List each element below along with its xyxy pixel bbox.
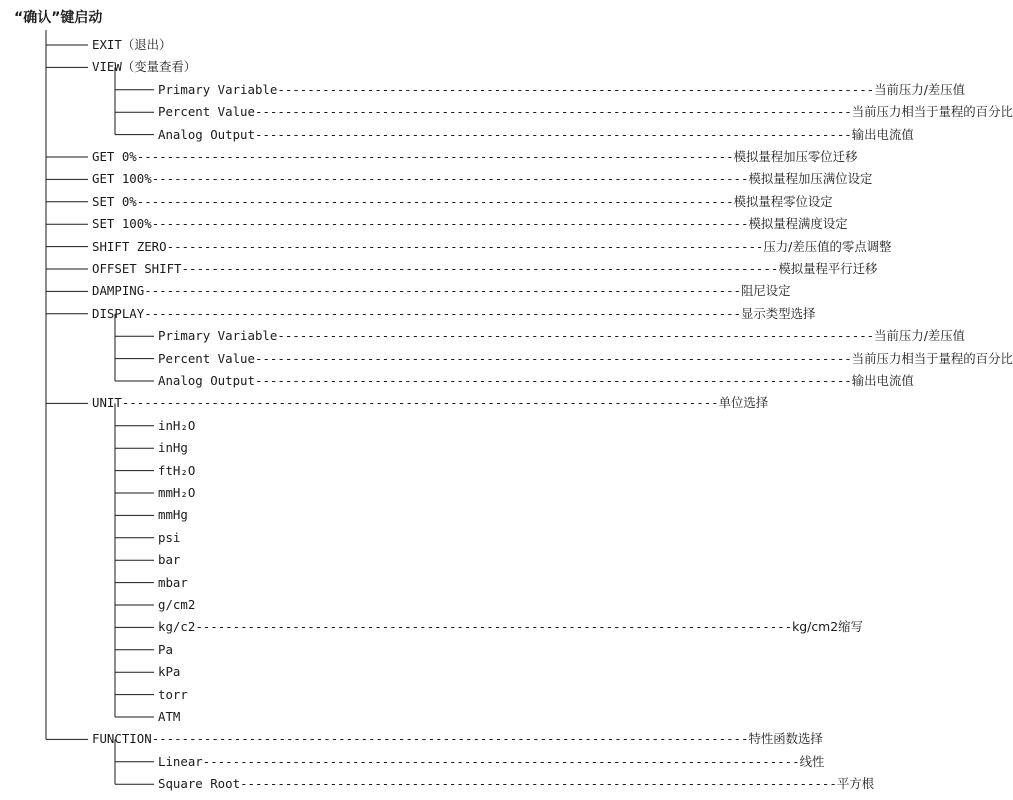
menu-item — [92, 394, 769, 412]
item-label: Primary Variable — [158, 328, 278, 344]
item-label: inH₂O — [158, 417, 196, 433]
item-label: ATM — [158, 709, 181, 724]
leader-dashes: -------------------------------------------------------------------------------- — [277, 328, 875, 344]
leader-dashes: -------------------------------------------------------------------------------- — [254, 126, 852, 142]
item-label: Percent Value — [158, 104, 255, 120]
item-description: 线性 — [799, 753, 825, 769]
submenu-item — [158, 372, 914, 390]
item-label: DAMPING — [92, 283, 145, 299]
leader-dashes: -------------------------------------------------------------------------------- — [195, 619, 793, 635]
submenu-item — [158, 529, 180, 547]
item-label: inHg — [158, 440, 188, 456]
menu-item — [92, 170, 873, 188]
item-label: g/cm2 — [158, 597, 196, 612]
submenu-item — [158, 417, 195, 435]
item-label: SHIFT ZERO — [92, 238, 167, 254]
menu-item — [92, 305, 816, 323]
menu-item — [92, 148, 858, 166]
item-label: Square Root — [158, 776, 241, 792]
item-label: Pa — [158, 641, 173, 657]
leader-dashes: -------------------------------------------------------------------------------- — [254, 104, 852, 120]
leader-dashes: -------------------------------------------------------------------------------- — [254, 350, 852, 366]
item-label: Linear — [158, 753, 203, 769]
submenu-item — [158, 350, 1013, 368]
item-label: UNIT — [92, 395, 122, 411]
item-description: 压力/差压值的零点调整 — [763, 238, 892, 254]
submenu-item — [158, 484, 195, 502]
submenu-item — [158, 663, 180, 681]
submenu-item — [158, 81, 966, 99]
submenu-item — [158, 327, 966, 345]
leader-dashes: -------------------------------------------------------------------------------- — [136, 193, 734, 209]
submenu-item — [158, 126, 914, 144]
item-description: 单位选择 — [718, 395, 769, 411]
item-description: 显示类型选择 — [741, 305, 816, 321]
menu-item — [92, 58, 196, 76]
leader-dashes: -------------------------------------------------------------------------------- — [277, 81, 875, 97]
submenu-item — [158, 596, 195, 614]
menu-item — [92, 238, 892, 256]
menu-item — [92, 36, 171, 54]
item-label: Percent Value — [158, 350, 255, 366]
submenu-item — [158, 551, 180, 569]
item-description: 输出电流值 — [851, 373, 914, 388]
item-label: SET 0% — [92, 193, 137, 209]
leader-dashes: -------------------------------------------------------------------------------- — [144, 283, 742, 299]
submenu-item — [158, 686, 188, 704]
item-description: 模拟量程加压满位设定 — [748, 171, 873, 187]
item-description: 当前压力相当于量程的百分比 — [851, 104, 1013, 120]
leader-dashes: -------------------------------------------------------------------------------- — [136, 149, 734, 164]
item-label: ftH₂O — [158, 462, 196, 478]
item-label: mmHg — [158, 507, 188, 523]
leader-dashes: -------------------------------------------------------------------------------- — [121, 395, 719, 411]
item-label: mmH₂O — [158, 485, 196, 500]
leader-dashes: -------------------------------------------------------------------------------- — [151, 216, 749, 232]
item-label: torr — [158, 686, 188, 702]
item-label: Analog Output — [158, 126, 255, 142]
submenu-item — [158, 641, 173, 659]
submenu-item — [158, 708, 180, 726]
submenu-item — [158, 775, 875, 793]
diagram-title: “确认”键启动 — [14, 10, 103, 26]
leader-dashes: -------------------------------------------------------------------------------- — [166, 238, 764, 254]
item-label: Primary Variable — [158, 81, 278, 97]
leader-dashes: -------------------------------------------------------------------------------- — [254, 373, 852, 388]
leader-dashes: -------------------------------------------------------------------------------- — [240, 776, 837, 792]
item-description: 模拟量程零位设定 — [733, 193, 833, 209]
item-label: OFFSET SHIFT — [92, 261, 182, 276]
item-label: GET 100% — [92, 171, 152, 187]
leader-dashes: -------------------------------------------------------------------------------- — [202, 753, 800, 769]
submenu-item — [158, 506, 188, 524]
menu-item — [92, 282, 791, 300]
item-label: EXIT（退出） — [92, 37, 172, 52]
item-description: 当前压力/差压值 — [874, 81, 966, 97]
item-description: 当前压力/差压值 — [874, 328, 966, 344]
item-label: GET 0% — [92, 149, 137, 164]
menu-item — [92, 193, 833, 211]
leader-dashes: -------------------------------------------------------------------------------- — [144, 305, 742, 321]
menu-item — [92, 215, 848, 233]
menu-item — [92, 260, 878, 278]
item-label: FUNCTION — [92, 731, 152, 747]
item-label: kg/c2 — [158, 619, 196, 635]
item-label: kPa — [158, 664, 181, 680]
item-description: 阻尼设定 — [741, 283, 791, 299]
item-label: bar — [158, 552, 181, 568]
menu-item — [92, 730, 823, 748]
leader-dashes: -------------------------------------------------------------------------------- — [151, 171, 749, 187]
item-label: DISPLAY — [92, 305, 145, 321]
item-label: mbar — [158, 574, 188, 590]
leader-dashes: -------------------------------------------------------------------------------- — [151, 731, 749, 747]
item-label: VIEW（变量查看） — [92, 59, 197, 75]
submenu-item — [158, 753, 825, 771]
item-description: 模拟量程加压零位迁移 — [733, 149, 858, 164]
item-description: 当前压力相当于量程的百分比 — [851, 350, 1013, 366]
submenu-item — [158, 439, 188, 457]
item-label: SET 100% — [92, 216, 152, 232]
item-description: 模拟量程平行迁移 — [778, 261, 878, 276]
submenu-item — [158, 618, 863, 636]
item-description: 模拟量程满度设定 — [748, 216, 848, 232]
leader-dashes: -------------------------------------------------------------------------------- — [181, 261, 779, 276]
item-description: 平方根 — [836, 776, 875, 792]
item-description: kg/cm2缩写 — [792, 619, 863, 635]
item-description: 输出电流值 — [851, 126, 914, 142]
submenu-item — [158, 462, 195, 480]
submenu-item — [158, 574, 188, 592]
submenu-item — [158, 103, 1013, 121]
item-label: psi — [158, 529, 181, 545]
item-description: 特性函数选择 — [748, 731, 823, 747]
item-label: Analog Output — [158, 373, 255, 388]
